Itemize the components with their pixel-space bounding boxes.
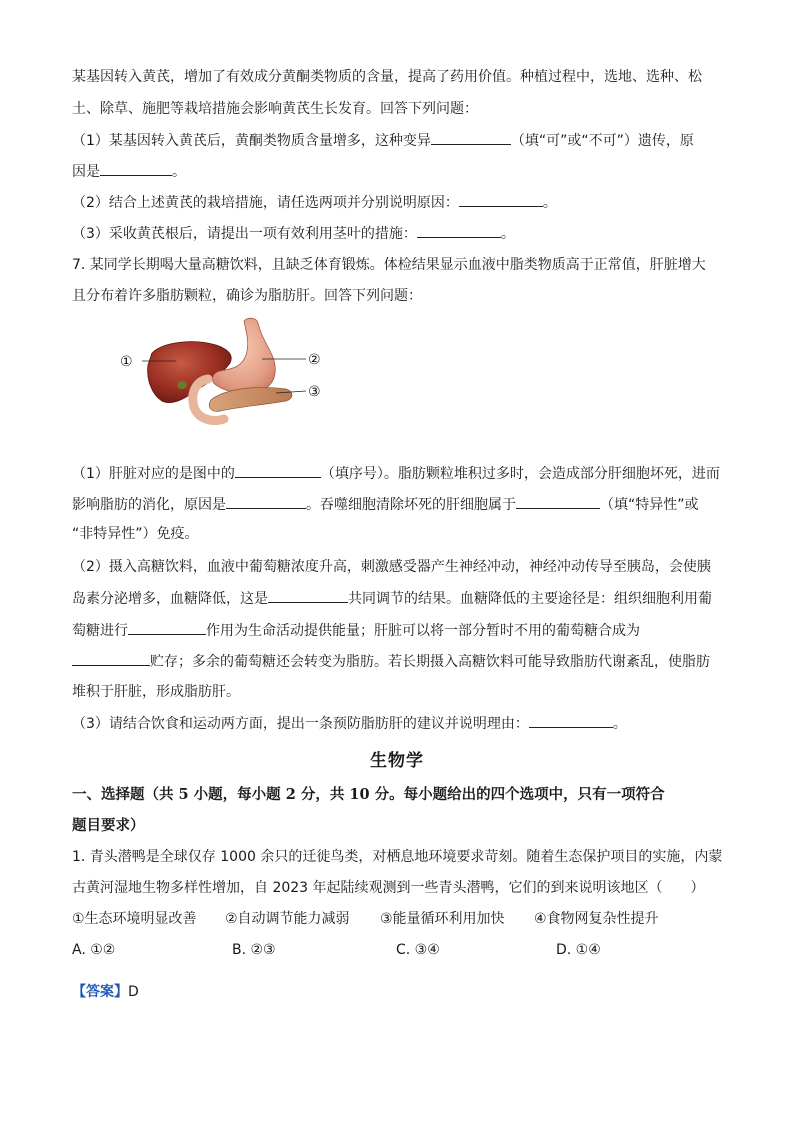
q6-p2-end: 。 <box>542 195 557 211</box>
q6-p1-end: 。 <box>172 164 186 180</box>
q7-part-1-cont <box>72 494 699 515</box>
q6-p1-text-a: （1）某基因转入黄芪后，黄酮类物质含量增多，这种变异 <box>72 133 431 149</box>
answer-blank[interactable] <box>431 130 511 145</box>
q6-p2-text: （2）结合上述黄芪的栽培措施，请任选两项并分别说明原因： <box>72 195 459 211</box>
answer-blank[interactable] <box>100 161 172 176</box>
figure-label-3: ③ <box>308 384 321 400</box>
q1-statement-1: ①生态环境明显改善 <box>72 911 197 927</box>
q7-p2-text-c: 共同调节的结果。血糖降低的主要途径是：组织细胞利用葡 <box>348 591 712 607</box>
q7-part-2-line-2 <box>72 588 712 609</box>
q6-part-2 <box>72 192 557 213</box>
q6-p1-text-c: 因是 <box>72 164 100 180</box>
answer-blank[interactable] <box>235 463 321 478</box>
answer-blank[interactable] <box>417 223 501 238</box>
q6-p3-end: 。 <box>500 226 515 242</box>
q7-part-3 <box>72 713 627 734</box>
answer-blank[interactable] <box>72 651 150 666</box>
q1-statement-4: ④食物网复杂性提升 <box>534 911 659 927</box>
q7-stem-line-1 <box>72 255 706 275</box>
answer-blank[interactable] <box>268 588 348 603</box>
q1-statement-3: ③能量循环利用加快 <box>380 911 505 927</box>
q7-p2-text-e: 作用为生命活动提供能量；肝脏可以将一部分暂时不用的葡萄糖合成为 <box>206 623 640 639</box>
q7-part-2-line-3 <box>72 620 640 641</box>
q6-p1-text-b: （填“可”或“不可”）遗传，原 <box>510 133 694 149</box>
figure-label-1: ① <box>120 354 133 370</box>
q7-part-1 <box>72 463 720 484</box>
q1-answer <box>72 982 139 1002</box>
q7-part-2-line-4 <box>72 651 710 672</box>
answer-blank[interactable] <box>128 620 206 635</box>
q6-part-3 <box>72 223 515 244</box>
q7-p1-text-a: （1）肝脏对应的是图中的 <box>72 466 235 482</box>
q1-stem-line-2: 古黄河湿地生物多样性增加，自 2023 年起陆续观测到一些青头潜鸭，它们的到来说明该地区（ ） <box>72 880 705 896</box>
answer-blank[interactable] <box>529 713 613 728</box>
q1-option-b[interactable]: B. ②③ <box>232 942 276 958</box>
q7-p2-text-d: 萄糖进行 <box>72 623 128 639</box>
q7-stem-line-2: 且分布着许多脂肪颗粒，确诊为脂肪肝。回答下列问题： <box>72 288 422 304</box>
q1-option-d[interactable]: D. ①④ <box>556 942 601 958</box>
digestive-organs-figure <box>116 315 326 425</box>
q7-p1-text-c: 影响脂肪的消化，原因是 <box>72 497 226 513</box>
q7-p2-text-b: 岛素分泌增多，血糖降低，这是 <box>72 591 268 607</box>
q6-part-1 <box>72 130 694 151</box>
answer-blank[interactable] <box>516 494 600 509</box>
answer-blank[interactable] <box>459 192 543 207</box>
gallbladder-shape <box>177 381 187 389</box>
section-title: 生物学 <box>370 751 424 771</box>
q7-p1-text-d: 。吞噬细胞清除坏死的肝细胞属于 <box>306 497 516 513</box>
pancreas-shape <box>209 387 292 411</box>
q7-p3-end: 。 <box>612 716 627 732</box>
q7-p1-text-e: （填“特异性”或 <box>600 497 699 513</box>
q1-option-c[interactable]: C. ③④ <box>396 942 440 958</box>
q7-stem-a: 7. 某同学长期喝大量高糖饮料，且缺乏体育锻炼。体检结果显示血液中 <box>72 257 510 273</box>
q1-stem-line-1: 1. 青头潜鸭是全球仅存 1000 余只的迁徙鸟类，对栖息地环境要求苛刻。随着生态保护项目的实施，内蒙 <box>72 849 723 865</box>
answer-label: 【答案】 <box>72 984 128 1000</box>
q7-stem-b: 脂类物质高于正常值，肝脏增大 <box>509 257 706 273</box>
section-heading-line-2: 题目要求） <box>72 817 145 834</box>
q6-p3-text: （3）采收黄芪根后，请提出一项有效利用茎叶的措施： <box>72 226 417 242</box>
q1-statement-2: ②自动调节能力减弱 <box>225 911 350 927</box>
q6-intro-line-1: 某基因转入黄芪，增加了有效成分黄酮类物质的含量，提高了药用价值。种植过程中，选地、选种、松 <box>72 69 702 85</box>
q7-p1-text-b: （填序号）。脂肪颗粒堆积过多时，会造成部分肝细胞坏死，进而 <box>320 466 720 482</box>
q6-intro-line-2: 土、除草、施肥等栽培措施会影响黄芪生长发育。回答下列问题： <box>72 101 478 117</box>
q6-part-1-cont <box>72 161 186 182</box>
q7-p3-text: （3）请结合饮食和运动两方面，提出一条预防脂肪肝的建议并说明理由： <box>72 716 529 732</box>
q1-option-a[interactable]: A. ①② <box>72 942 116 958</box>
answer-blank[interactable] <box>226 494 306 509</box>
q7-part-2-line-5: 堆积于肝脏，形成脂肪肝。 <box>72 684 240 700</box>
section-heading-line-1: 一、选择题（共 5 小题，每小题 2 分，共 10 分。每小题给出的四个选项中，只有一项符合 <box>72 786 665 803</box>
answer-value: D <box>128 984 139 1000</box>
q7-p2-text-f: 贮存；多余的葡萄糖还会转变为脂肪。若长期摄入高糖饮料可能导致脂肪代谢紊乱，使脂肪 <box>150 654 710 670</box>
figure-label-2: ② <box>308 352 321 368</box>
q7-part-1-end: “非特异性”）免疫。 <box>72 526 199 542</box>
q7-part-2-line-1: （2）摄入高糖饮料，血液中葡萄糖浓度升高，刺激感受器产生神经冲动，神经冲动传导至胰岛，会使胰 <box>72 559 711 575</box>
